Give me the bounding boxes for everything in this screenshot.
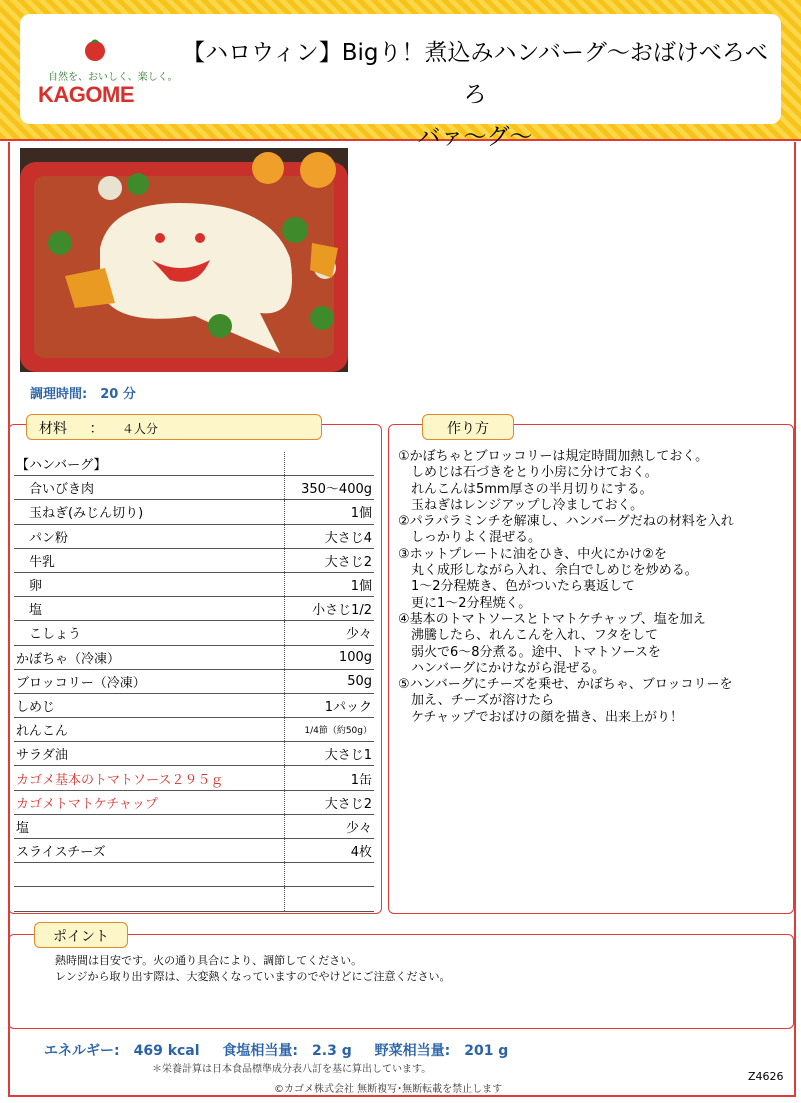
ingredient-row [14,814,374,838]
ingredient-row [14,863,374,887]
method-line: ケチャップでおばけの顔を描き、出来上がり！ [398,709,683,725]
ingredient-quantity: 1個 [285,500,375,524]
ingredient-quantity: 小さじ1/2 [285,597,375,621]
method-line: ①かぼちゃとブロッコリーは規定時間加熱しておく。 [398,449,709,464]
ingredient-name: パン粉 [14,524,285,548]
ingredient-quantity [285,452,375,476]
ingredients-separator: ： [89,421,104,437]
method-line: ハンバーグにかけながら混ぜる。 [398,660,606,676]
ingredient-quantity: 大さじ2 [285,548,375,572]
ingredient-name: 塩 [14,597,285,621]
method-line: 更に1～2分程焼く。 [398,595,532,611]
ingredients-servings: ４人分 [121,422,158,436]
ingredients-tab [26,414,322,440]
ingredient-row [14,597,374,621]
energy-value: エネルギー: 469 kcal [44,1043,200,1059]
ingredient-name: スライスチーズ [14,839,285,863]
vegetable-value: 野菜相当量: 201 g [374,1043,509,1059]
ingredient-row [14,790,374,814]
ingredient-quantity: 大さじ4 [285,524,375,548]
ingredient-quantity [285,863,375,887]
method-line: ②パラパラミンチを解凍し、ハンバーグだねの材料を入れ [398,514,734,530]
nutrition-note: ＊栄養計算は日本食品標準成分表八訂を基に算出しています。 [152,1064,432,1075]
ingredient-name: しめじ [14,693,285,717]
brand-name: KAGOME [38,82,134,107]
ingredient-name: サラダ油 [14,742,285,766]
tomato-logo-icon [82,36,108,62]
ingredient-quantity: 1パック [285,693,375,717]
ingredient-row [14,476,374,500]
method-line: 弱火で6～8分煮る。途中、トマトソースを [398,644,661,660]
ingredient-name: 合いびき肉 [14,476,285,500]
ingredient-row [14,839,374,863]
recipe-title-line-2: バァ～グ～ [417,124,533,150]
recipe-title [180,32,770,158]
nutrition-info [44,1040,526,1060]
ingredient-quantity: 50g [285,669,375,693]
method-line: 加え、チーズが溶けたら [398,693,555,709]
point-text [55,953,450,985]
header-card [20,14,781,150]
brand-tagline: 自然を、おいしく、楽しく。 [48,72,178,83]
header-banner [0,0,801,150]
ingredient-quantity: 少々 [285,621,375,645]
ingredient-quantity [285,887,375,911]
ingredient-row [14,548,374,572]
ingredient-name [14,863,285,887]
kagome-logo [38,36,178,116]
point-tab [34,922,128,948]
ingredient-quantity: 大さじ2 [285,790,375,814]
ingredient-quantity: 大さじ1 [285,742,375,766]
ingredient-name: こしょう [14,621,285,645]
method-line: 沸騰したら、れんこんを入れ、フタをして [398,628,658,644]
ingredient-quantity: 少々 [285,814,375,838]
ingredient-name: 卵 [14,572,285,596]
point-line-2: レンジから取り出す際は、大変熱くなっていますのでやけどにご注意ください。 [55,970,451,983]
point-label: ポイント [53,929,109,945]
ingredient-name: ブロッコリー（冷凍） [14,669,285,693]
ingredient-name: カゴメ基本のトマトソース２９５ｇ [14,766,285,790]
method-line: しっかりよく混ぜる。 [398,530,542,546]
ingredient-name: 玉ねぎ(みじん切り) [14,500,285,524]
ingredient-name: カゴメトマトケチャップ [14,790,285,814]
ingredient-row [14,693,374,717]
ingredient-quantity: 1缶 [285,766,375,790]
method-line: ④基本のトマトソースとトマトケチャップ、塩を加え [398,611,706,627]
method-label: 作り方 [447,421,489,437]
ingredient-name: 牛乳 [14,548,285,572]
ingredient-name: 塩 [14,814,285,838]
ingredient-row [14,452,374,476]
method-line: ③ホットプレートに油をひき、中火にかけ②を [398,546,667,562]
ingredient-row [14,766,374,790]
ingredient-row [14,742,374,766]
method-tab [422,414,514,440]
ingredients-label: 材料 [39,421,67,437]
ingredient-quantity: 1個 [285,572,375,596]
point-line-1: 熱時間は目安です。火の通り具合により、調節してください。 [55,954,363,967]
method-line: ⑤ハンバーグにチーズを乗せ、かぼちゃ、ブロッコリーを [398,677,733,693]
method-line: しめじは石づきをとり小房に分けておく。 [398,465,658,481]
ingredient-quantity: 350～400g [285,476,375,500]
recipe-title-line-1: 【ハロウィン】Bigり！煮込みハンバーグ～おばけべろべろ [182,40,768,108]
ingredient-name [14,887,285,911]
copyright: ©カゴメ株式会社 無断複写･無断転載を禁止します [274,1084,503,1095]
ingredient-row [14,669,374,693]
ingredient-name: 【ハンバーグ】 [14,452,285,476]
salt-value: 食塩相当量: 2.3 g [222,1043,352,1059]
recipe-photo [20,148,348,372]
cook-time: 調理時間: 20 分 [30,387,136,402]
method-line: れんこんは5mm厚さの半月切りにする。 [398,481,653,497]
ingredient-quantity: 100g [285,645,375,669]
ingredient-quantity: 4枚 [285,839,375,863]
ingredient-row [14,572,374,596]
method-line: 丸く成形しながら入れ、余白でしめじを炒める。 [398,563,698,579]
recipe-code: Z4626 [748,1070,784,1083]
method-line: 1～2分程焼き、色がついたら裏返して [398,579,636,595]
ingredient-row [14,621,374,645]
ingredient-name: かぼちゃ（冷凍） [14,645,285,669]
ingredient-row [14,524,374,548]
ingredient-row [14,500,374,524]
method-steps [398,449,788,726]
ingredients-table [14,452,374,912]
ingredient-row [14,718,374,742]
ingredient-quantity: 1/4節（約50g） [285,718,375,742]
method-line: 玉ねぎはレンジアップし冷ましておく。 [398,497,644,513]
ingredient-row [14,887,374,911]
ingredient-row [14,645,374,669]
ingredient-name: れんこん [14,718,285,742]
